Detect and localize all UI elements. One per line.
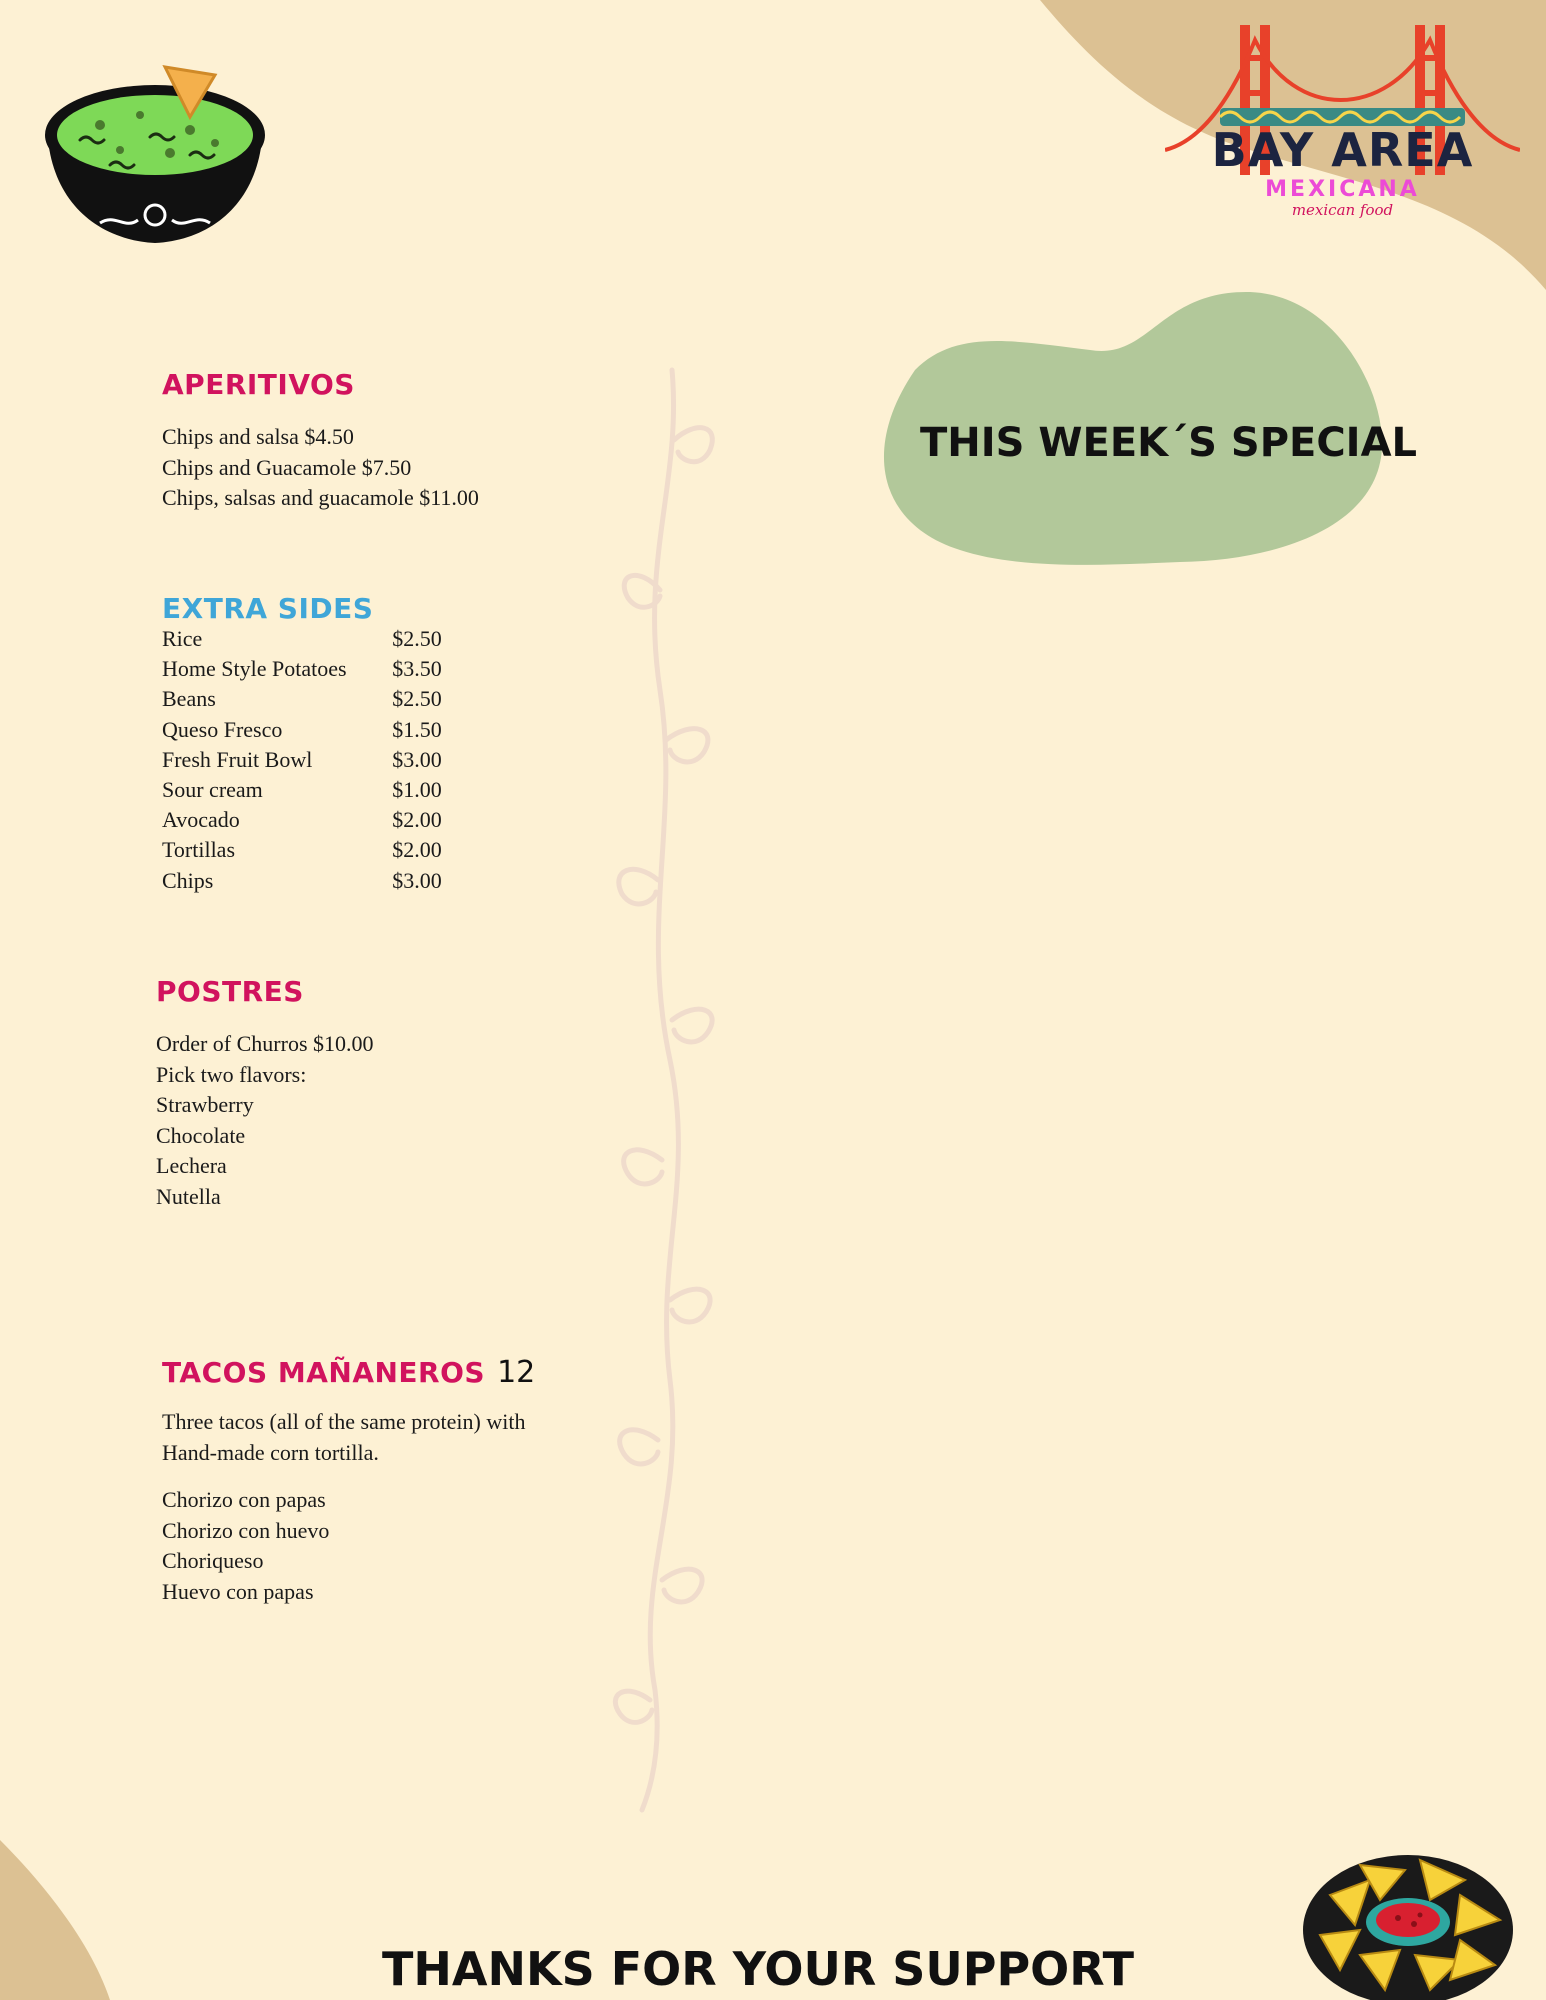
- table-row: [162, 775, 447, 805]
- tacos-description: [162, 1407, 525, 1468]
- side-price: $2.00: [392, 807, 442, 833]
- aperitivos-heading: APERITIVOS: [162, 368, 355, 401]
- list-item: Lechera: [156, 1153, 227, 1178]
- side-name: Home Style Potatoes: [162, 656, 347, 682]
- logo-title: BAY AREA: [1211, 123, 1474, 177]
- side-name: Chips: [162, 867, 214, 893]
- list-item: Strawberry: [156, 1092, 254, 1117]
- side-name: Fresh Fruit Bowl: [162, 746, 313, 772]
- vine-divider: [600, 360, 740, 1820]
- footer-thanks: THANKS FOR YOUR SUPPORT: [381, 1942, 1135, 1996]
- list-item: Choriqueso: [162, 1548, 264, 1573]
- table-row: [162, 715, 447, 745]
- table-row: [162, 805, 447, 835]
- list-item: Chips and salsa $4.50: [162, 424, 354, 449]
- side-price: $3.00: [392, 867, 442, 893]
- aperitivos-list: [162, 422, 479, 514]
- table-row: [162, 835, 447, 865]
- side-price: $3.00: [392, 746, 442, 772]
- guacamole-bowl-icon: [40, 55, 270, 255]
- tacos-heading-row: [162, 1355, 535, 1390]
- tacos-heading: TACOS MAÑANEROS: [162, 1356, 486, 1389]
- list-item: Nutella: [156, 1183, 221, 1209]
- logo-subtitle: MEXICANA: [1265, 177, 1420, 202]
- side-name: Sour cream: [162, 777, 263, 803]
- postres-heading: POSTRES: [156, 975, 304, 1008]
- table-row: [162, 684, 447, 714]
- extra-sides-table: [162, 624, 447, 896]
- side-price: $2.00: [392, 837, 442, 863]
- logo-tagline: mexican food: [1291, 201, 1394, 219]
- table-row: [162, 866, 447, 896]
- list-item: Chips, salsas and guacamole $11.00: [162, 485, 479, 510]
- table-row: [162, 745, 447, 775]
- list-item: Huevo con papas: [162, 1578, 314, 1604]
- side-name: Rice: [162, 626, 203, 651]
- extra-sides-heading: EXTRA SIDES: [162, 592, 374, 625]
- tacos-options-list: [162, 1485, 329, 1607]
- side-price: $2.50: [392, 686, 442, 712]
- tacos-price: 12: [497, 1355, 536, 1390]
- side-price: $3.50: [392, 656, 442, 682]
- side-name: Beans: [162, 686, 216, 712]
- side-price: $1.00: [392, 777, 442, 803]
- list-item: Chocolate: [156, 1122, 246, 1148]
- table-row: [162, 654, 447, 684]
- weekly-special-label: THIS WEEK´S SPECIAL: [920, 420, 1418, 466]
- side-price: $1.50: [392, 716, 442, 742]
- side-name: Avocado: [162, 807, 240, 833]
- list-item: Chips and Guacamole $7.50: [162, 454, 412, 480]
- side-name: Queso Fresco: [162, 716, 283, 742]
- side-price: $2.50: [392, 626, 442, 651]
- description-line: Three tacos (all of the same protein) with: [162, 1409, 526, 1434]
- postres-list: [156, 1029, 374, 1212]
- description-line: Hand-made corn tortilla.: [162, 1439, 379, 1465]
- list-item: Chorizo con papas: [162, 1487, 326, 1512]
- list-item: Chorizo con huevo: [162, 1517, 330, 1543]
- list-item: Pick two flavors:: [156, 1061, 307, 1087]
- table-row: [162, 624, 447, 654]
- bay-area-mexicana-logo: [1165, 20, 1520, 220]
- list-item: Order of Churros $10.00: [156, 1031, 374, 1056]
- side-name: Tortillas: [162, 837, 236, 863]
